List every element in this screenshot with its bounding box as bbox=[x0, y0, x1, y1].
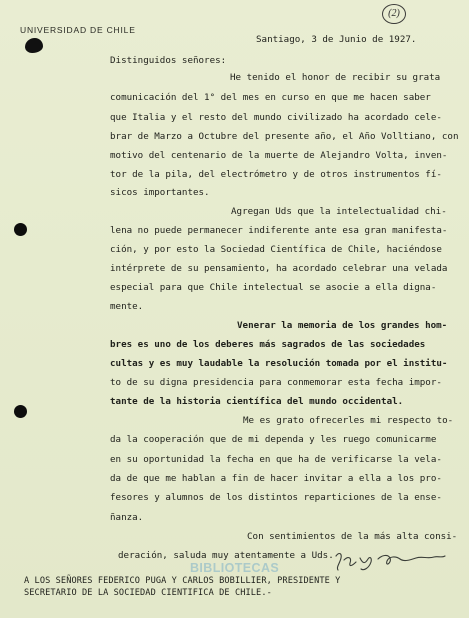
body-line: tante de la historia científica del mundo occidental. bbox=[110, 396, 404, 407]
body-line: tor de la pila, del electrómetro y de otros instrumentos fí- bbox=[110, 169, 442, 180]
body-line: Agregan Uds que la intelectualidad chi- bbox=[231, 206, 447, 217]
letterhead: UNIVERSIDAD DE CHILE bbox=[20, 25, 136, 35]
salutation: Distinguidos señores: bbox=[110, 55, 227, 66]
body-line: fesores y alumnos de los distintos reparticiones de la ense- bbox=[110, 492, 442, 503]
closing-line: Con sentimientos de la más alta consi- bbox=[247, 531, 458, 542]
body-line: sicos importantes. bbox=[110, 187, 210, 198]
closing-line: deración, saluda muy atentamente a Uds. bbox=[118, 550, 334, 561]
body-line: Venerar la memoria de los grandes hom- bbox=[237, 320, 448, 331]
body-line: to de su digna presidencia para conmemorar esta fecha impor- bbox=[110, 377, 442, 388]
body-line: lena no puede permanecer indiferente ante esa gran manifesta- bbox=[110, 225, 448, 236]
body-line: da de que me hablan a fin de hacer invitar a ella a los pro- bbox=[110, 473, 442, 484]
body-line: brar de Marzo a Octubre del presente año, el Año Volltiano, con bbox=[110, 131, 459, 142]
body-line: da la cooperación que de mi dependa y les ruego comunicarme bbox=[110, 434, 437, 445]
body-line: ñanza. bbox=[110, 512, 144, 523]
body-line: en su oportunidad la fecha en que ha de verificarse la vela- bbox=[110, 454, 442, 465]
library-watermark: BIBLIOTECAS bbox=[190, 561, 280, 575]
addressee-line: SECRETARIO DE LA SOCIEDAD CIENTIFICA DE CHILE.- bbox=[24, 588, 272, 598]
body-line: comunicación del 1° del mes en curso en que me hacen saber bbox=[110, 92, 431, 103]
ink-blot bbox=[25, 38, 43, 53]
letter-date: Santiago, 3 de Junio de 1927. bbox=[256, 34, 417, 45]
body-line: mente. bbox=[110, 301, 144, 312]
body-line: bres es uno de los deberes más sagrados de las sociedades bbox=[110, 339, 426, 350]
punch-hole-upper bbox=[14, 223, 27, 236]
body-line: He tenido el honor de recibir su grata bbox=[230, 72, 441, 83]
body-line: que Italia y el resto del mundo civilizado ha acordado cele- bbox=[110, 112, 442, 123]
addressee-line: A LOS SEÑORES FEDERICO PUGA Y CARLOS BOBILLIER, PRESIDENTE Y bbox=[24, 576, 341, 586]
signature-mark bbox=[330, 550, 448, 572]
body-line: intérprete de su pensamiento, ha acordado celebrar una velada bbox=[110, 263, 448, 274]
body-line: cultas y es muy laudable la resolución tomada por el institu- bbox=[110, 358, 448, 369]
punch-hole-lower bbox=[14, 405, 27, 418]
body-line: especial para que Chile intelectual se asocie a ella digna- bbox=[110, 282, 437, 293]
body-line: Me es grato ofrecerles mi respecto to- bbox=[243, 415, 454, 426]
page-number: (2) bbox=[382, 4, 406, 24]
body-line: motivo del centenario de la muerte de Alejandro Volta, inven- bbox=[110, 150, 448, 161]
body-line: ción, y por esto la Sociedad Científica de Chile, haciéndose bbox=[110, 244, 442, 255]
